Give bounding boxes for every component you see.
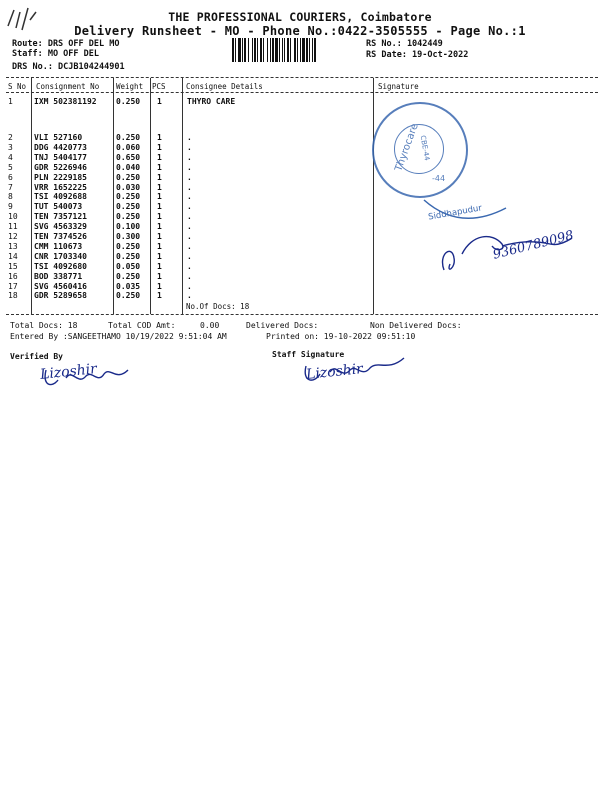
table-row: [0, 173, 600, 182]
row-consignment: TSI 4092680: [34, 261, 87, 271]
barcode-bar: [260, 38, 262, 62]
row-consignee: .: [187, 271, 192, 281]
row-weight: 0.250: [116, 202, 141, 212]
row-consignment: CMM 110673: [34, 241, 83, 251]
barcode-bar: [263, 38, 264, 62]
staff-signature-label: Staff Signature: [272, 350, 345, 359]
row-consignment: IXM 502381192: [34, 97, 97, 106]
row-consignment: BOD 338771: [34, 271, 83, 281]
route-label: Route: DRS OFF DEL MO: [12, 39, 120, 49]
barcode-bar: [267, 38, 268, 62]
row-sno: 9: [8, 202, 13, 212]
barcode-bar: [294, 38, 296, 62]
row-consignee: .: [187, 133, 192, 142]
row-consignment: GDR 5289658: [34, 291, 87, 301]
row-weight: 0.250: [116, 172, 141, 182]
printed-on: Printed on: 19-10-2022 09:51:10: [266, 332, 416, 341]
total-cod-label: Total COD Amt:: [108, 321, 176, 330]
barcode-bar: [279, 38, 280, 62]
row-sno: 2: [8, 133, 13, 142]
no-of-docs: No.Of Docs: 18: [186, 302, 250, 311]
row-pcs: 1: [157, 202, 162, 212]
row-weight: 0.250: [116, 192, 141, 202]
col-pcs: PCS: [152, 82, 166, 91]
table-row: [0, 291, 600, 300]
row-weight: 0.030: [116, 182, 141, 192]
row-pcs: 1: [157, 172, 162, 182]
row-consignee: .: [187, 212, 192, 222]
row-sno: 13: [8, 241, 18, 251]
verified-signature: Lizoshir: [39, 361, 98, 383]
row-pcs: 1: [157, 152, 162, 162]
col-sno: S No: [8, 82, 27, 91]
row-weight: 0.035: [116, 281, 141, 291]
row-weight: 0.250: [116, 241, 141, 251]
table-row: [0, 97, 600, 106]
barcode-bar: [314, 38, 316, 62]
row-consignment: TUT 540073: [34, 202, 83, 212]
row-consignee: .: [187, 172, 192, 182]
stamp-place: Siddhapudur: [427, 203, 483, 223]
barcode-bar: [306, 38, 308, 62]
barcode-bar: [287, 38, 289, 62]
row-sno: 11: [8, 222, 18, 232]
row-consignment: TNJ 5404177: [34, 152, 87, 162]
row-consignee: .: [187, 192, 192, 202]
row-consignment: SVG 4563329: [34, 222, 87, 232]
row-weight: 0.250: [116, 291, 141, 301]
row-pcs: 1: [157, 281, 162, 291]
row-weight: 0.250: [116, 271, 141, 281]
table-header: [0, 82, 600, 91]
barcode-bar: [290, 38, 291, 62]
row-sno: 8: [8, 192, 13, 202]
entered-by: Entered By :SANGEETHAMO 10/19/2022 9:51:04 AM: [10, 332, 227, 341]
total-cod-value: 0.00: [200, 321, 220, 330]
row-pcs: 1: [157, 271, 162, 281]
non-delivered-docs: Non Delivered Docs:: [370, 321, 462, 330]
row-consignee: .: [187, 222, 192, 232]
row-weight: 0.050: [116, 261, 141, 271]
stamp-arc-icon: [420, 194, 510, 228]
row-sno: 4: [8, 152, 13, 162]
row-pcs: 1: [157, 222, 162, 232]
row-pcs: 1: [157, 133, 162, 142]
row-consignment: VRR 1652225: [34, 182, 87, 192]
company-stamp: [372, 102, 468, 198]
row-consignee: .: [187, 251, 192, 261]
barcode-bar: [270, 38, 271, 62]
company-title: THE PROFESSIONAL COURIERS, Coimbatore: [168, 10, 432, 24]
table-row: [0, 133, 600, 142]
barcode-bar: [312, 38, 313, 62]
barcode-bar: [297, 38, 298, 62]
row-pcs: 1: [157, 241, 162, 251]
row-sno: 12: [8, 232, 18, 241]
col-weight: Weight: [116, 82, 144, 91]
col-consignee: Consignee Details: [186, 82, 263, 91]
row-consignee: .: [187, 162, 192, 172]
table-top-rule: [6, 77, 598, 78]
table-row: [0, 183, 600, 192]
row-consignment: SVG 4560416: [34, 281, 87, 291]
barcode-bar: [272, 38, 274, 62]
row-consignee: .: [187, 202, 192, 212]
row-consignee: .: [187, 232, 192, 241]
staff-signature: Lizoshir: [305, 361, 364, 383]
barcode-bar: [242, 38, 243, 62]
row-pcs: 1: [157, 232, 162, 241]
row-weight: 0.300: [116, 232, 141, 241]
row-consignee: THYRO CARE: [187, 97, 236, 106]
row-pcs: 1: [157, 162, 162, 172]
table-row: [0, 202, 600, 211]
row-consignee: .: [187, 291, 192, 301]
row-sno: 1: [8, 97, 13, 106]
stamp-code: CBE-44: [418, 134, 431, 162]
row-weight: 0.650: [116, 152, 141, 162]
row-sno: 18: [8, 291, 18, 301]
barcode-bar: [235, 38, 236, 62]
row-weight: 0.250: [116, 251, 141, 261]
header-rule: [6, 92, 598, 93]
row-weight: 0.040: [116, 162, 141, 172]
table-row: [0, 212, 600, 221]
row-sno: 3: [8, 142, 13, 152]
row-consignee: .: [187, 261, 192, 271]
barcode-bar: [254, 38, 256, 62]
table-row: [0, 282, 600, 291]
row-consignment: TEN 7357121: [34, 212, 87, 222]
row-consignment: TEN 7374526: [34, 232, 87, 241]
table-row: [0, 163, 600, 172]
runsheet-subtitle: Delivery Runsheet - MO - Phone No.:0422-3505555 - Page No.:1: [74, 24, 526, 38]
row-weight: 0.250: [116, 212, 141, 222]
table-bottom-rule: [6, 314, 598, 315]
row-pcs: 1: [157, 97, 162, 106]
row-consignment: GDR 5226946: [34, 162, 87, 172]
rs-number: RS No.: 1042449: [366, 39, 443, 49]
barcode-bar: [284, 38, 285, 62]
row-pcs: 1: [157, 182, 162, 192]
row-sno: 14: [8, 251, 18, 261]
row-sno: 7: [8, 182, 13, 192]
row-pcs: 1: [157, 251, 162, 261]
row-sno: 15: [8, 261, 18, 271]
row-sno: 6: [8, 172, 13, 182]
stamp-number: -44: [432, 174, 446, 183]
barcode-bar: [232, 38, 234, 62]
barcode-bar: [282, 38, 283, 62]
table-row: [0, 143, 600, 152]
table-row: [0, 192, 600, 201]
row-consignee: .: [187, 152, 192, 162]
barcode-bar: [248, 38, 249, 62]
barcode-bar: [257, 38, 258, 62]
row-consignment: TSI 4092688: [34, 192, 87, 202]
row-weight: 0.250: [116, 97, 141, 106]
staff-label: Staff: MO OFF DEL: [12, 49, 99, 59]
barcode-bar: [300, 38, 301, 62]
barcode: [232, 38, 358, 62]
barcode-bar: [252, 38, 253, 62]
row-pcs: 1: [157, 142, 162, 152]
total-docs: Total Docs: 18: [10, 321, 78, 330]
row-pcs: 1: [157, 212, 162, 222]
row-pcs: 1: [157, 261, 162, 271]
row-pcs: 1: [157, 291, 162, 301]
delivered-docs: Delivered Docs:: [246, 321, 319, 330]
barcode-bar: [275, 38, 278, 62]
row-sno: 17: [8, 281, 18, 291]
col-signature: Signature: [378, 82, 419, 91]
table-row: [0, 153, 600, 162]
row-sno: 10: [8, 212, 18, 222]
row-consignee: .: [187, 281, 192, 291]
stamp-brand: Thyrocare: [393, 122, 421, 173]
barcode-bar: [244, 38, 246, 62]
signature-phone: 9360789098: [491, 228, 576, 263]
row-weight: 0.100: [116, 222, 141, 232]
row-consignee: .: [187, 142, 192, 152]
row-consignment: DDG 4420773: [34, 142, 87, 152]
drs-number: DRS No.: DCJB104244901: [12, 62, 125, 72]
barcode-bar: [309, 38, 310, 62]
row-consignment: CNR 1703340: [34, 251, 87, 261]
barcode-bar: [302, 38, 305, 62]
row-sno: 5: [8, 162, 13, 172]
row-consignee: .: [187, 241, 192, 251]
row-pcs: 1: [157, 192, 162, 202]
barcode-bar: [238, 38, 241, 62]
row-weight: 0.060: [116, 142, 141, 152]
verified-by: Verified By: [10, 352, 63, 361]
col-consignment: Consignment No: [36, 82, 100, 91]
row-weight: 0.250: [116, 133, 141, 142]
row-sno: 16: [8, 271, 18, 281]
row-consignee: .: [187, 182, 192, 192]
rs-date: RS Date: 19-Oct-2022: [366, 50, 469, 60]
row-consignment: VLI 527160: [34, 133, 83, 142]
row-consignment: PLN 2229185: [34, 172, 87, 182]
